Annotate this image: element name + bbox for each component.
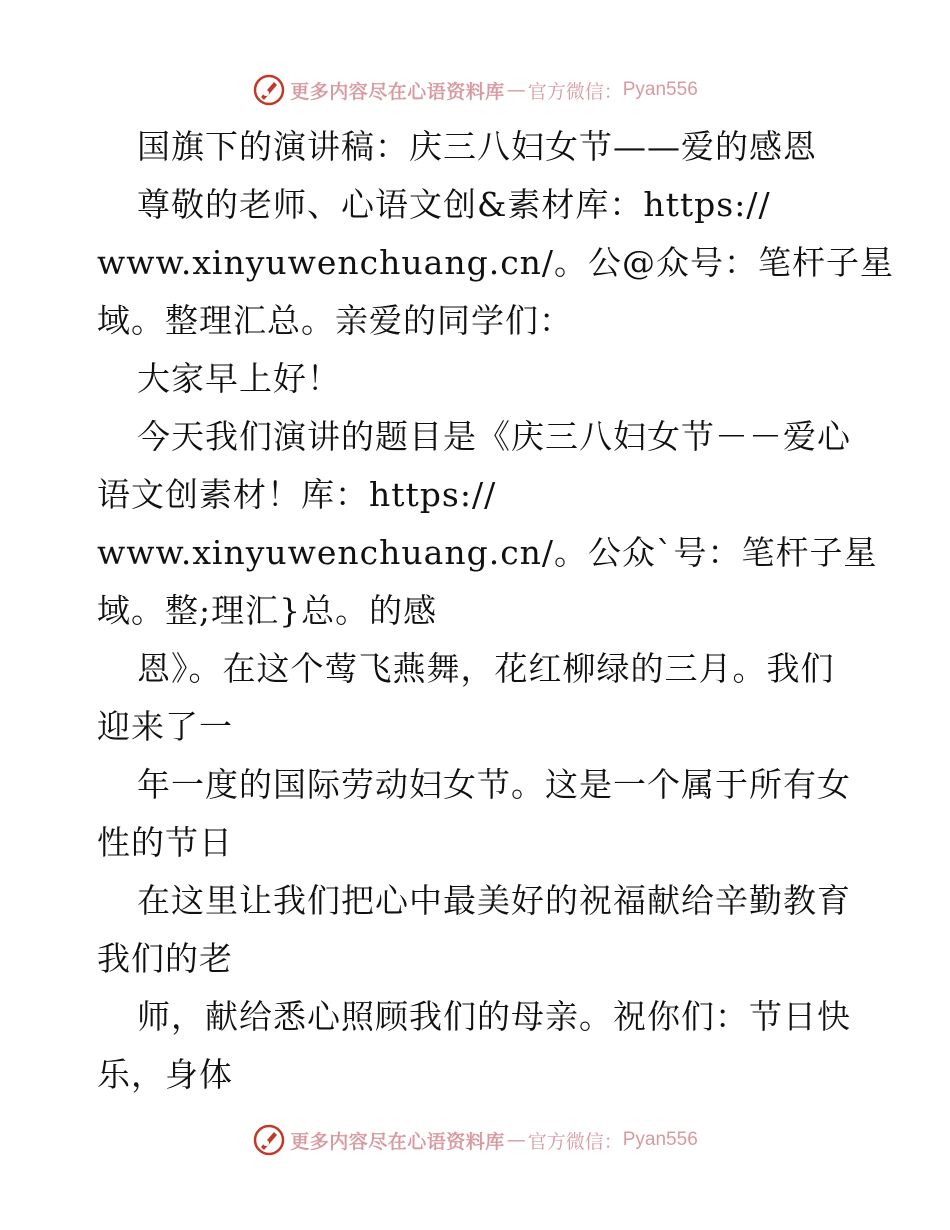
banner-dash: — bbox=[506, 79, 526, 101]
doc-line: 乐，身体 bbox=[97, 1055, 233, 1094]
banner-wechat-id: Pyan556 bbox=[622, 1129, 698, 1150]
doc-line: 我们的老 bbox=[97, 939, 233, 978]
doc-line: 恩》。在这个莺飞燕舞，花红柳绿的三月。我们 bbox=[137, 649, 835, 688]
document-body bbox=[97, 118, 895, 1104]
brand-logo-icon bbox=[252, 1123, 286, 1157]
footer-banner bbox=[0, 1120, 950, 1160]
banner-text: 更多内容尽在心语资料库 bbox=[290, 80, 505, 103]
doc-line: 年一度的国际劳动妇女节。这是一个属于所有女 bbox=[137, 765, 851, 804]
doc-line: 尊敬的老师、心语文创&素材库：https:// bbox=[137, 185, 771, 224]
doc-line: www.xinyuwenchuang.cn/。公众`号：笔杆子星 bbox=[97, 533, 878, 572]
banner-dash: — bbox=[506, 1129, 526, 1151]
brand-logo-icon bbox=[252, 73, 286, 107]
doc-line: 域。整;理汇}总。的感 bbox=[97, 591, 438, 630]
doc-line: 域。整理汇总。亲爱的同学们： bbox=[97, 301, 573, 340]
doc-line: www.xinyuwenchuang.cn/。公@众号：笔杆子星 bbox=[97, 243, 895, 282]
doc-line: 大家早上好！ bbox=[137, 359, 341, 398]
doc-line: 师，献给悉心照顾我们的母亲。祝你们：节日快 bbox=[137, 997, 851, 1036]
doc-line: 性的节日 bbox=[97, 823, 233, 862]
banner-label: 官方微信： bbox=[527, 80, 623, 103]
header-banner bbox=[0, 70, 950, 110]
doc-line: 语文创素材！库：https:// bbox=[97, 475, 497, 514]
doc-line: 今天我们演讲的题目是《庆三八妇女节－－爱心 bbox=[137, 417, 851, 456]
banner-wechat-id: Pyan556 bbox=[622, 79, 698, 100]
doc-line: 迎来了一 bbox=[97, 707, 233, 746]
banner-label: 官方微信： bbox=[527, 1130, 623, 1153]
doc-title: 国旗下的演讲稿：庆三八妇女节——爱的感恩 bbox=[137, 127, 817, 166]
doc-line: 在这里让我们把心中最美好的祝福献给辛勤教育 bbox=[137, 881, 851, 920]
banner-text: 更多内容尽在心语资料库 bbox=[290, 1130, 505, 1153]
